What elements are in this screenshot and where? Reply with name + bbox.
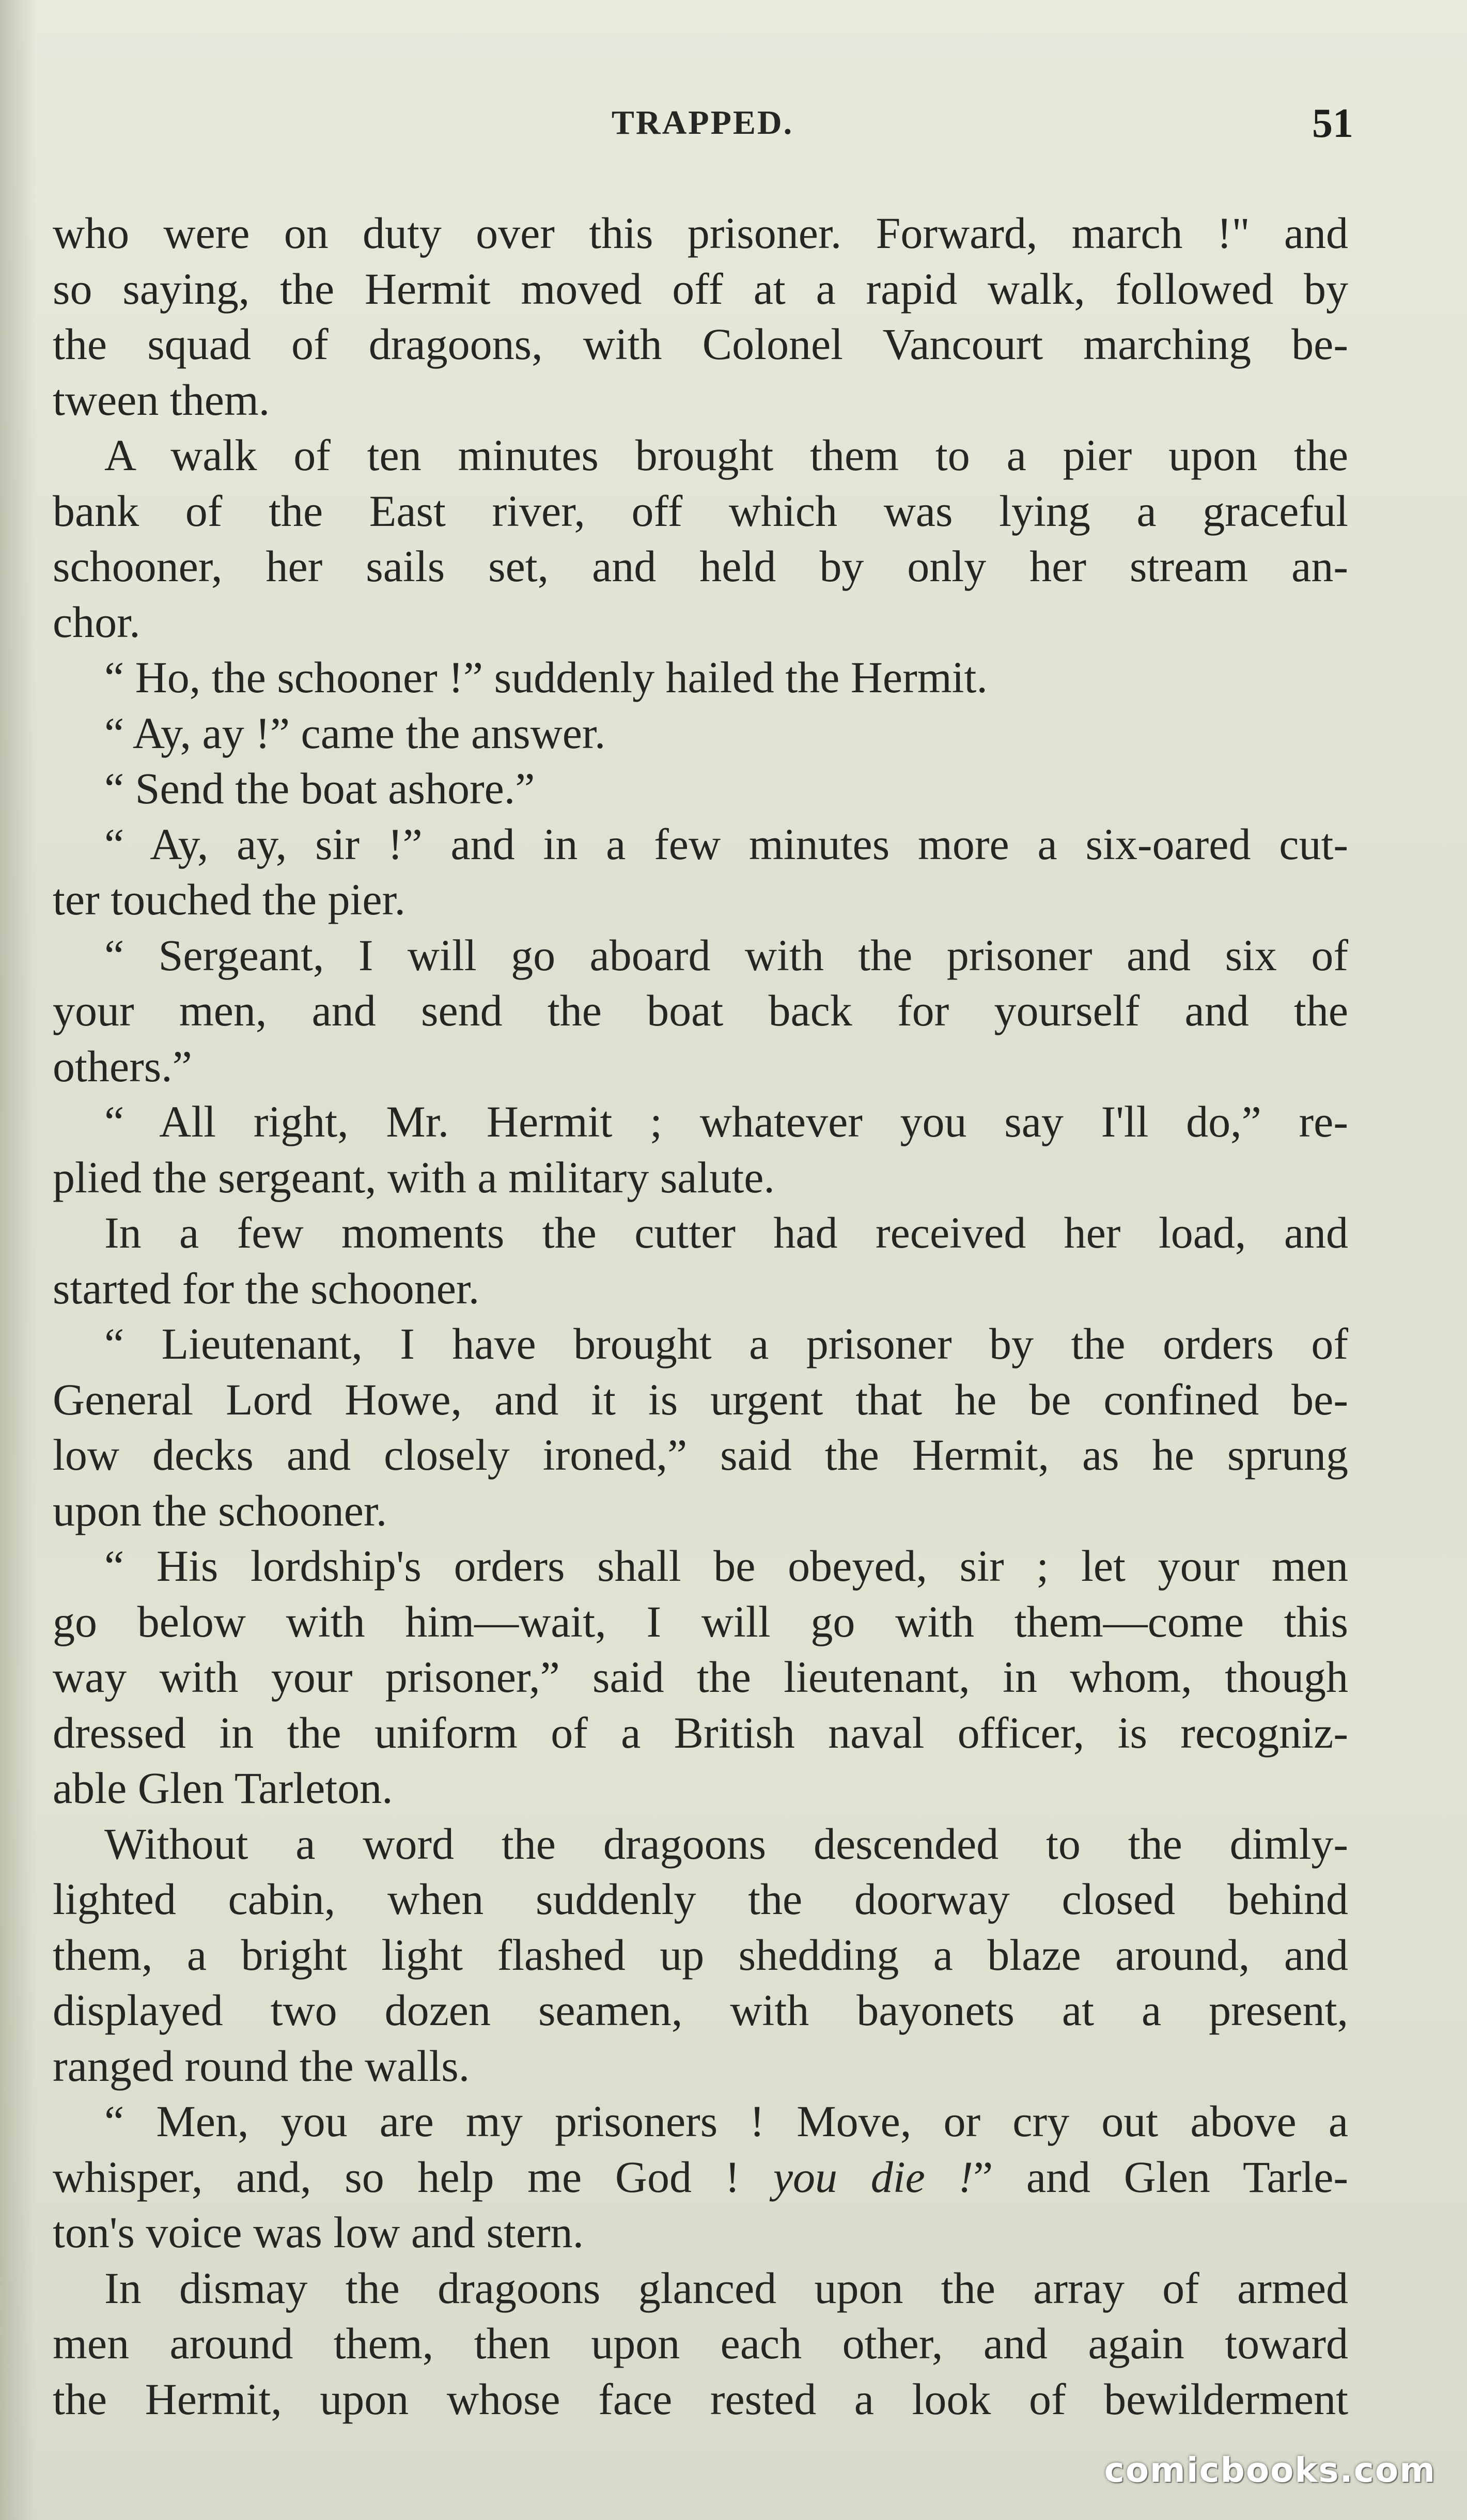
text-line: tween them.	[53, 375, 270, 425]
page-number: 51	[1312, 101, 1353, 146]
text-segment: ” and Glen Tarle-	[973, 2152, 1349, 2202]
text-line: upon the schooner.	[53, 1485, 387, 1535]
text-line: your men, and send the boat back for yourself and the	[53, 986, 1348, 1035]
page-header	[52, 103, 1353, 160]
watermark-logo: comicbooks.com	[1104, 2450, 1436, 2490]
text-line: ton's voice was low and stern.	[53, 2207, 584, 2257]
text-line: plied the sergeant, with a military salute.	[53, 1152, 775, 1202]
text-line: “ Sergeant, I will go aboard with the prisoner and six of	[104, 930, 1348, 980]
text-line: low decks and closely ironed,” said the Hermit, as he sprung	[53, 1430, 1348, 1480]
text-line: the squad of dragoons, with Colonel Vancourt marching be-	[53, 319, 1348, 369]
text-line: displayed two dozen seamen, with bayonets at a present,	[53, 1985, 1348, 2035]
text-line: way with your prisoner,” said the lieutenant, in whom, though	[53, 1652, 1348, 1702]
text-line: “ His lordship's orders shall be obeyed, sir ; let your men	[104, 1541, 1348, 1591]
text-line: lighted cabin, when suddenly the doorway closed behind	[53, 1874, 1348, 1924]
text-line: go below with him—wait, I will go with them—come this	[53, 1596, 1348, 1646]
text-line: A walk of ten minutes brought them to a pier upon the	[104, 430, 1348, 480]
text-line: “ Ay, ay !” came the answer.	[104, 708, 606, 758]
text-line: ter touched the pier.	[53, 875, 405, 924]
text-line: “ Send the boat ashore.”	[104, 764, 535, 813]
text-line: schooner, her sails set, and held by only her stream an-	[53, 541, 1348, 591]
text-line: able Glen Tarleton.	[53, 1763, 393, 1813]
italic-text-segment: you die !	[773, 2152, 974, 2202]
text-line: In dismay the dragoons glanced upon the array of armed	[104, 2263, 1348, 2313]
text-line: started for the schooner.	[53, 1263, 480, 1313]
page-edge-shadow	[0, 0, 36, 2520]
text-line: “ Ho, the schooner !” suddenly hailed the Hermit.	[104, 652, 988, 702]
text-line: General Lord Howe, and it is urgent that he be confined be-	[53, 1374, 1348, 1424]
text-line: others.”	[53, 1041, 192, 1091]
text-line: “ Men, you are my prisoners ! Move, or cry out above a	[104, 2096, 1348, 2146]
text-line: who were on duty over this prisoner. Forward, march !" and	[53, 208, 1348, 258]
text-line-mixed	[53, 2150, 1348, 2205]
text-segment: whisper, and, so help me God !	[53, 2152, 740, 2202]
text-line: chor.	[53, 597, 141, 647]
text-line: the Hermit, upon whose face rested a look of bewilderment	[53, 2374, 1348, 2424]
text-line: “ Ay, ay, sir !” and in a few minutes more a six-oared cut-	[104, 819, 1348, 869]
text-line: ranged round the walls.	[53, 2041, 470, 2091]
text-line: In a few moments the cutter had received her load, and	[104, 1208, 1348, 1257]
text-line: bank of the East river, off which was lying a graceful	[53, 486, 1348, 536]
running-head: TRAPPED.	[611, 104, 794, 142]
text-line: “ Lieutenant, I have brought a prisoner by the orders of	[104, 1319, 1348, 1368]
text-line: Without a word the dragoons descended to the dimly-	[104, 1818, 1348, 1869]
text-line: “ All right, Mr. Hermit ; whatever you say I'll do,” re-	[104, 1097, 1348, 1146]
text-line: dressed in the uniform of a British naval officer, is recogniz-	[53, 1707, 1348, 1757]
body-text	[53, 206, 1348, 2427]
text-line: so saying, the Hermit moved off at a rapid walk, followed by	[53, 263, 1348, 314]
text-line: men around them, then upon each other, and again toward	[53, 2319, 1348, 2368]
text-line: them, a bright light flashed up shedding a blaze around, and	[53, 1930, 1348, 1980]
